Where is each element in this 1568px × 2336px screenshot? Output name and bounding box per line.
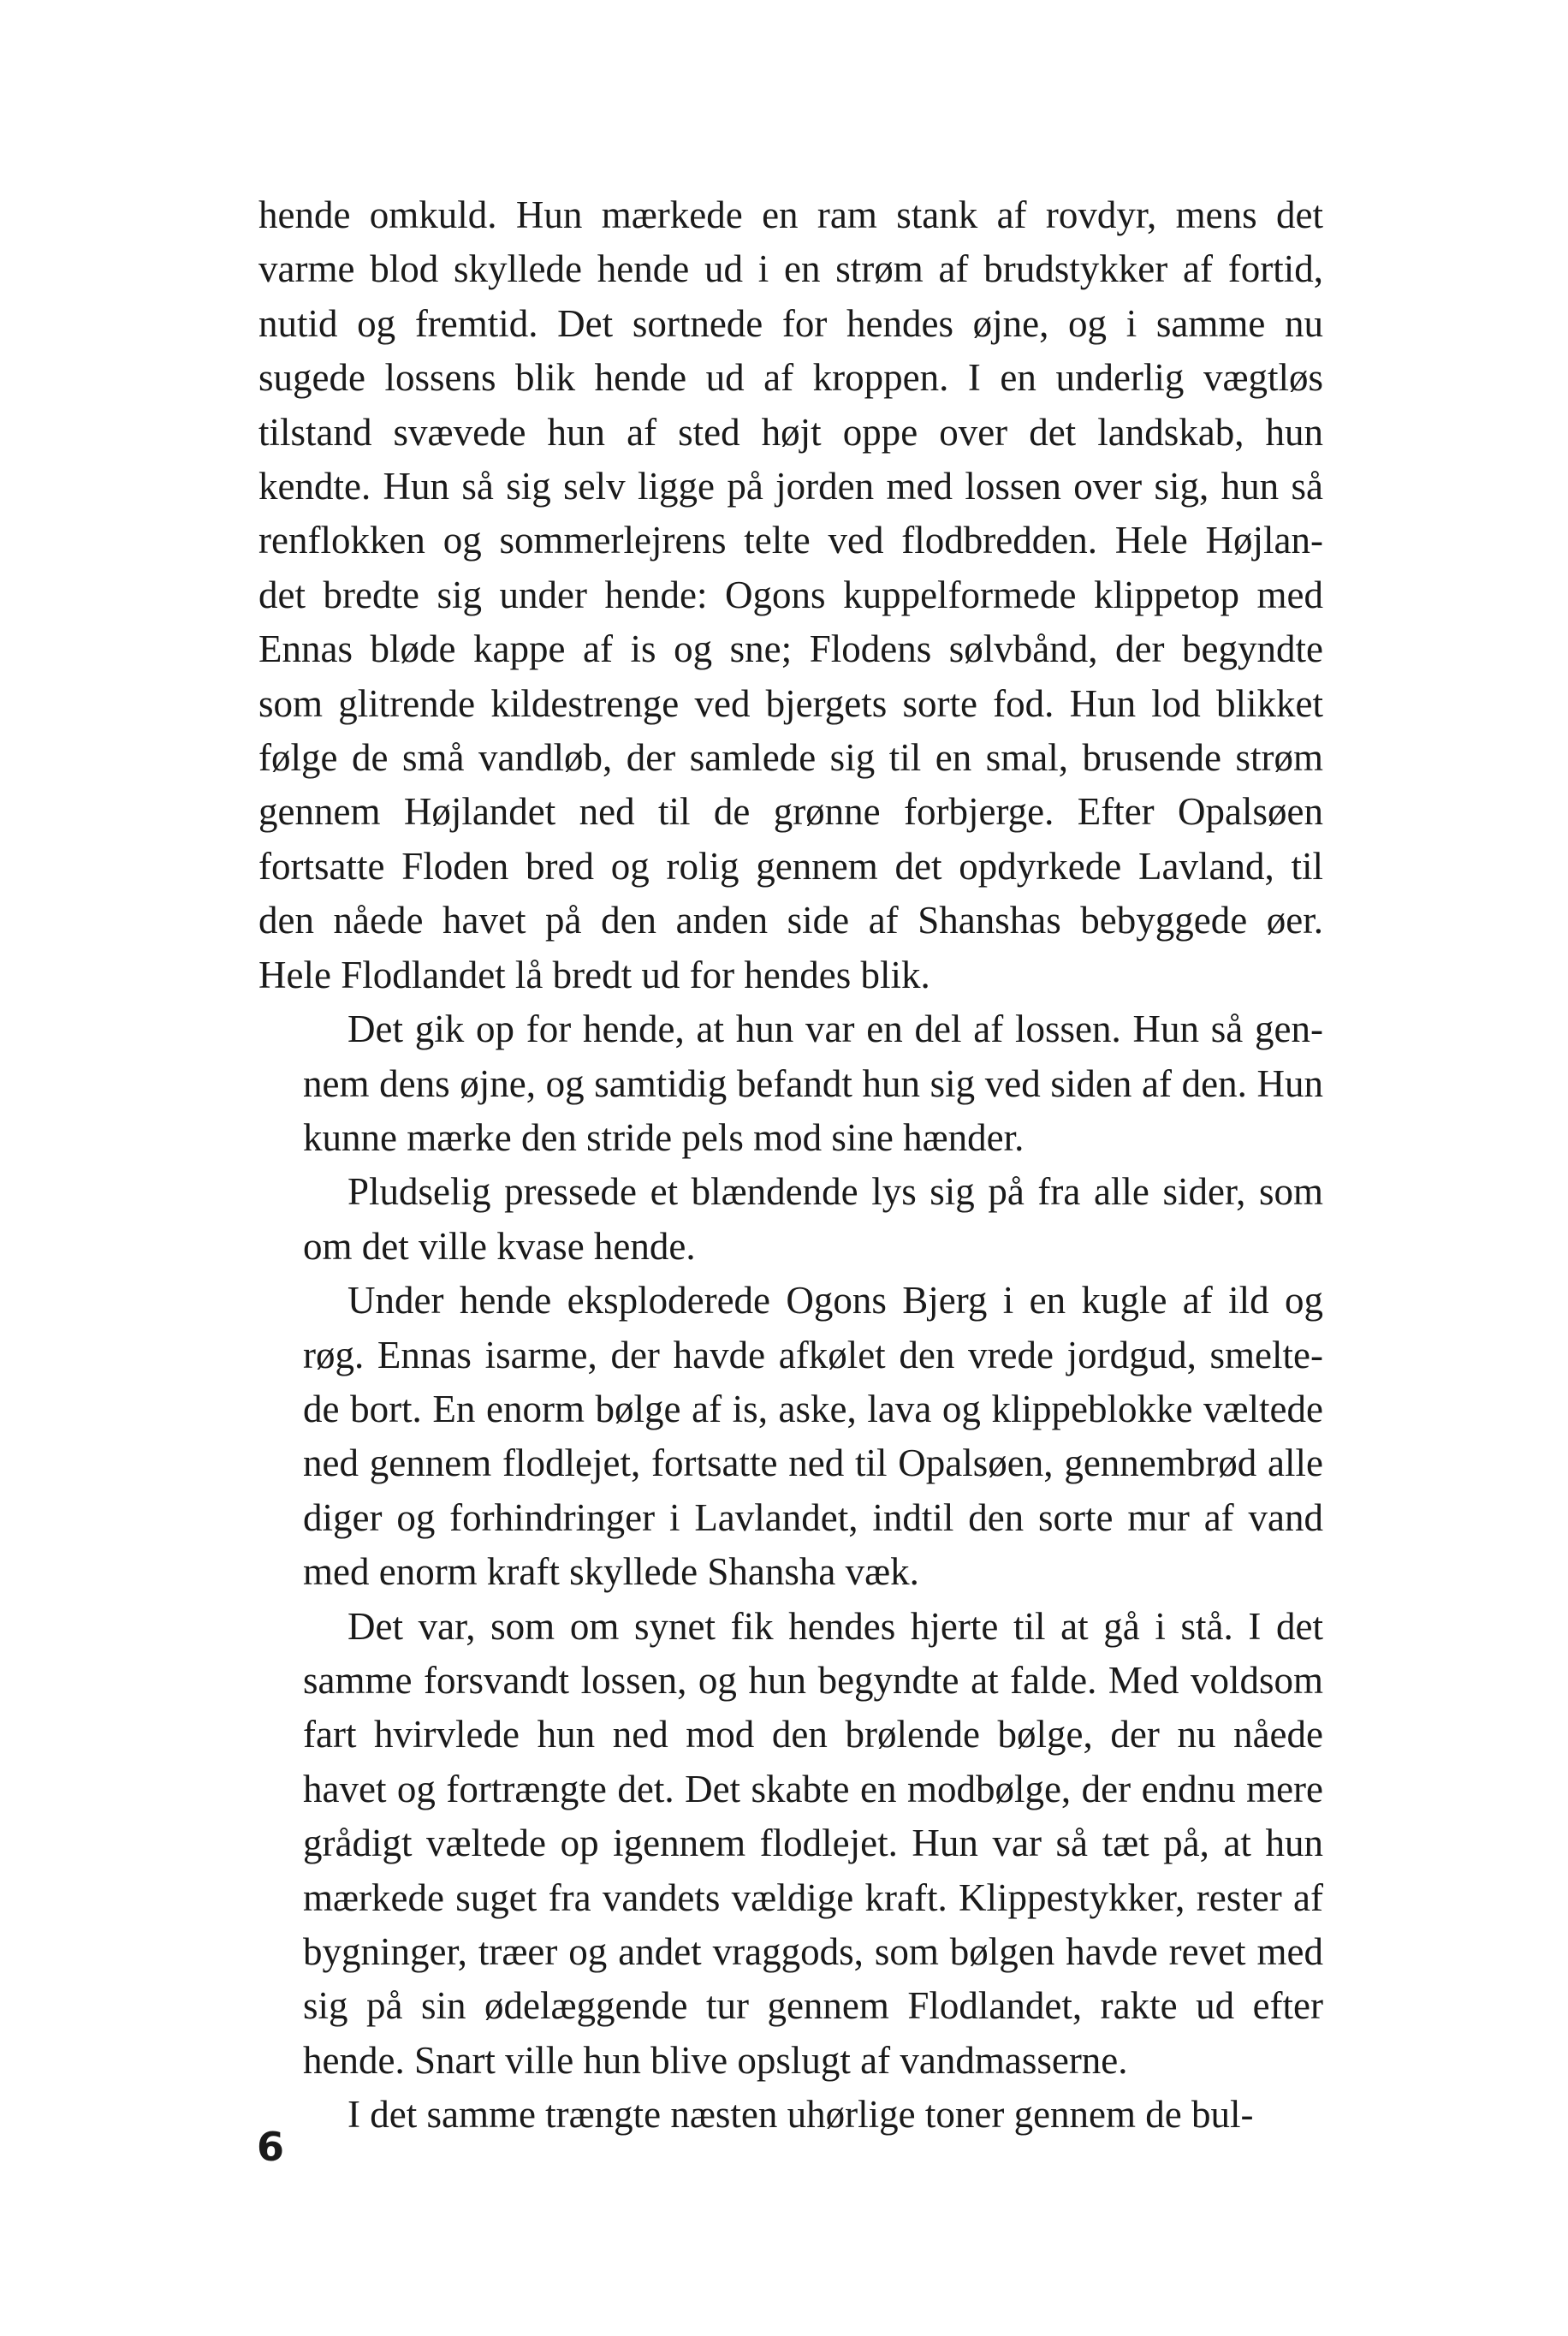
text-line: gennem Højlandet ned til de grønne forbjerge. Efter Opalsøen bbox=[258, 790, 1323, 834]
text-line: kunne mærke den stride pels mod sine hænder. bbox=[303, 1115, 1025, 1159]
paragraph bbox=[258, 188, 1323, 1002]
body-text bbox=[258, 188, 1323, 2143]
text-line: følge de små vandløb, der samlede sig til en smal, brusende strøm bbox=[258, 736, 1323, 780]
text-line: det bredte sig under hende: Ogons kuppelformede klippetop med bbox=[258, 573, 1323, 616]
paragraph bbox=[258, 1600, 1323, 2089]
text-line: Det var, som om synet fik hendes hjerte til at gå i stå. I det bbox=[347, 1604, 1323, 1648]
text-line: Pludselig pressede et blændende lys sig på fra alle sider, som bbox=[347, 1170, 1323, 1214]
text-line: de bort. En enorm bølge af is, aske, lava og klippeblokke væltede bbox=[303, 1387, 1323, 1430]
paragraph bbox=[258, 2088, 1323, 2142]
text-line: I det samme trængte næsten uhørlige toner gennem de bul- bbox=[347, 2093, 1254, 2137]
text-line: bygninger, træer og andet vraggods, som bølgen havde revet med bbox=[303, 1930, 1323, 1973]
text-line: Under hende eksploderede Ogons Bjerg i en kugle af ild og bbox=[347, 1279, 1323, 1323]
text-line: ned gennem flodlejet, fortsatte ned til Opalsøen, gennembrød alle bbox=[303, 1441, 1323, 1485]
text-line: renflokken og sommerlejrens telte ved flodbredden. Hele Højlan- bbox=[258, 519, 1323, 562]
text-line: Ennas bløde kappe af is og sne; Flodens sølvbånd, der begyndte bbox=[258, 627, 1323, 671]
text-line: nem dens øjne, og samtidig befandt hun sig ved siden af den. Hun bbox=[303, 1061, 1323, 1105]
text-line: hende. Snart ville hun blive opslugt af vandmasserne. bbox=[303, 2038, 1128, 2082]
text-line: med enorm kraft skyllede Shansha væk. bbox=[303, 1550, 919, 1594]
text-line: samme forsvandt lossen, og hun begyndte at falde. Med voldsom bbox=[303, 1658, 1323, 1702]
paragraph bbox=[258, 1274, 1323, 1599]
text-line: nutid og fremtid. Det sortnede for hendes øjne, og i samme nu bbox=[258, 301, 1323, 345]
text-line: fortsatte Floden bred og rolig gennem det opdyrkede Lavland, til bbox=[258, 844, 1323, 888]
paragraph bbox=[258, 1002, 1323, 1165]
text-line: Det gik op for hende, at hun var en del af lossen. Hun så gen- bbox=[347, 1008, 1323, 1051]
text-line: den nåede havet på den anden side af Shanshas bebyggede øer. bbox=[258, 899, 1323, 942]
text-line: røg. Ennas isarme, der havde afkølet den vrede jordgud, smelte- bbox=[303, 1333, 1323, 1376]
text-line: sugede lossens blik hende ud af kroppen. I en underlig vægtløs bbox=[258, 356, 1323, 400]
text-line: varme blod skyllede hende ud i en strøm af brudstykker af fortid, bbox=[258, 247, 1323, 291]
text-line: hende omkuld. Hun mærkede en ram stank af rovdyr, mens det bbox=[258, 193, 1323, 236]
text-line: kendte. Hun så sig selv ligge på jorden med lossen over sig, hun så bbox=[258, 465, 1323, 508]
page-number: 6 bbox=[257, 2124, 285, 2170]
text-line: om det ville kvase hende. bbox=[303, 1224, 696, 1268]
text-line: havet og fortrængte det. Det skabte en modbølge, der endnu mere bbox=[303, 1767, 1323, 1810]
text-line: diger og forhindringer i Lavlandet, indtil den sorte mur af vand bbox=[303, 1495, 1323, 1539]
text-line: Hele Flodlandet lå bredt ud for hendes blik. bbox=[258, 953, 930, 996]
text-line: grådigt væltede op igennem flodlejet. Hun var så tæt på, at hun bbox=[303, 1822, 1323, 1865]
text-line: fart hvirvlede hun ned mod den brølende bølge, der nu nåede bbox=[303, 1713, 1323, 1756]
text-line: som glitrende kildestrenge ved bjergets sorte fod. Hun lod blikket bbox=[258, 681, 1323, 725]
paragraph bbox=[258, 1165, 1323, 1274]
text-line: tilstand svævede hun af sted højt oppe over det landskab, hun bbox=[258, 410, 1323, 454]
text-line: mærkede suget fra vandets vældige kraft. Klippestykker, rester af bbox=[303, 1875, 1323, 1919]
text-line: sig på sin ødelæggende tur gennem Flodlandet, rakte ud efter bbox=[303, 1984, 1323, 2028]
